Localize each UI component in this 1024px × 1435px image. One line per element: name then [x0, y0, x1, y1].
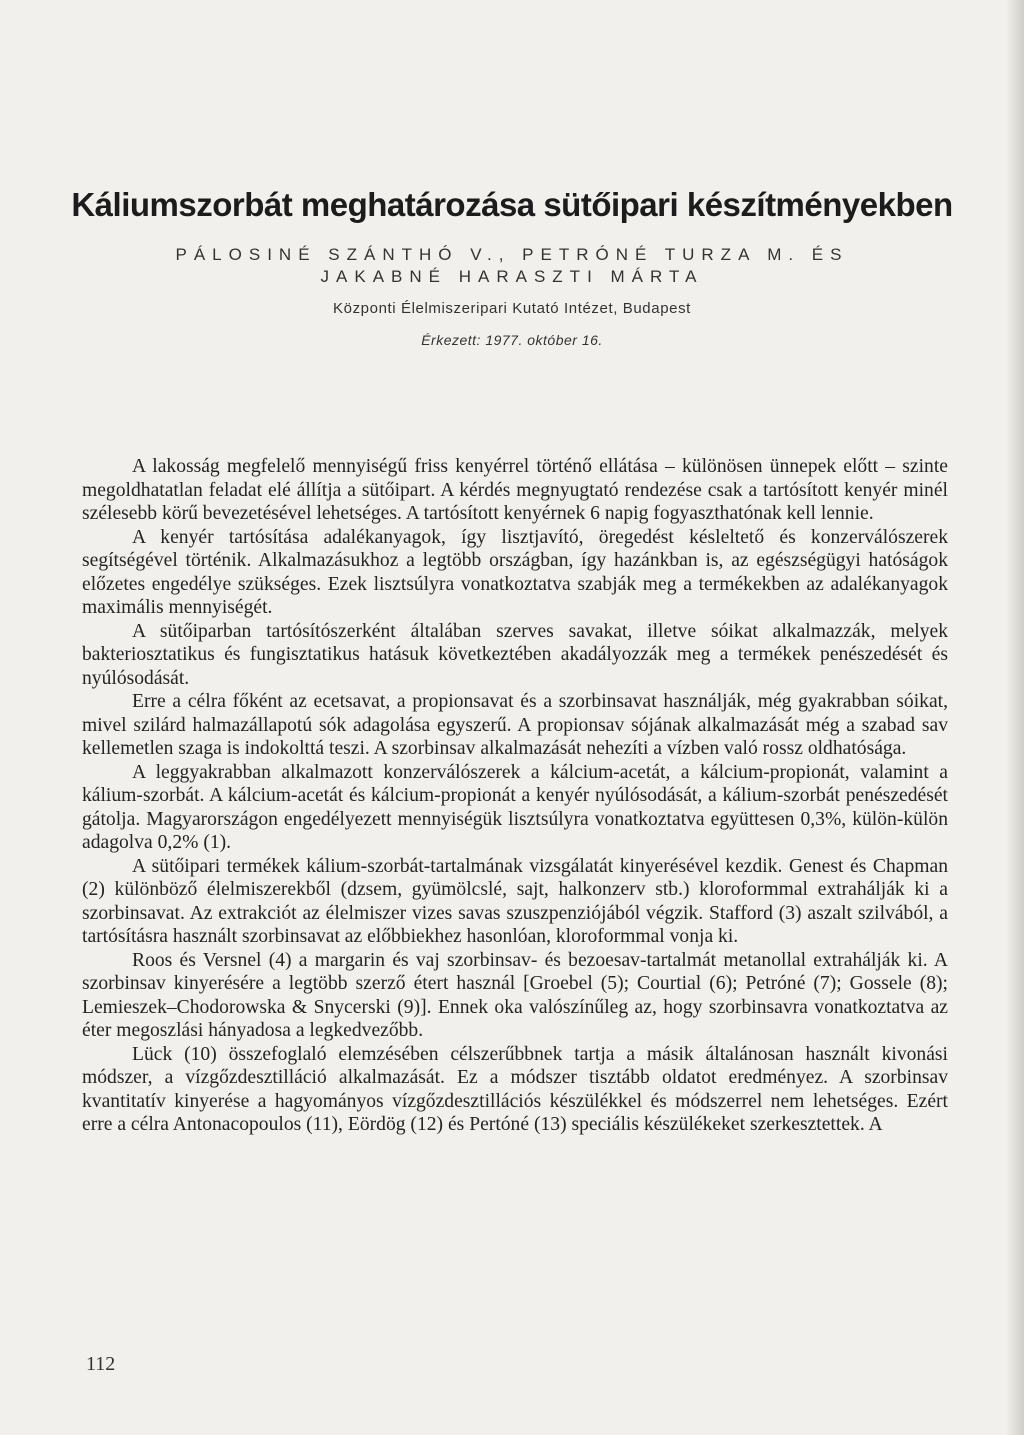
authors-line-2: JAKABNÉ HARASZTI MÁRTA	[320, 267, 704, 286]
paragraph-5: A leggyakrabban alkalmazott konzerválószerek a kálcium-acetát, a kálcium-propionát, valamint a kálium-szorbát. A kálcium-acetát és kálcium-propionát a kenyér nyúlósodását, a kálium-szorbát penészedését gátolja. Magyarországon engedélyezett mennyiségük lisztsúlyra vonatkoztatva együttesen 0,3%, külön-külön adagolva 0,2% (1).	[82, 761, 948, 853]
paragraph-2: A kenyér tartósítása adalékanyagok, így lisztjavító, öregedést késleltető és konzerválószerek segítségével történik. Alkalmazásukhoz a legtöbb országban, így hazánkban is, az egészségügyi hatóságok előzetes engedélye szükséges. Ezek lisztsúlyra vonatkoztatva szabják meg a termékekben az adalékanyagok maximális mennyiségét.	[82, 526, 948, 618]
page-number: 112	[86, 1353, 116, 1375]
received-date: Érkezett: 1977. október 16.	[421, 332, 603, 348]
paragraph-4: Erre a célra főként az ecetsavat, a propionsavat és a szorbinsavat használják, még gyakrabban sóikat, mivel szilárd halmazállapotú sók adagolása egyszerű. A propionsav sójának alkalmazását még a szabad sav kellemetlen szaga is indokolttá teszi. A szorbinsav alkalmazását nehezíti a vízben való rossz oldhatósága.	[82, 691, 948, 759]
article-title: Káliumszorbát meghatározása sütőipari készítményekben	[71, 186, 953, 224]
institute-affiliation: Központi Élelmiszeripari Kutató Intézet, Budapest	[333, 300, 691, 317]
paragraph-1: A lakosság megfelelő mennyiségű friss kenyérrel történő ellátása – különösen ünnepek előtt – szinte megoldhatatlan feladat elé állítja a sütőipart. A kérdés megnyugtató rendezése csak a tartósított kenyér minél szélesebb körű bevezetésével lehetséges. A tartósított kenyérnek 6 napig fogyaszthatónak kell lennie.	[82, 456, 948, 524]
authors-line-1: PÁLOSINÉ SZÁNTHÓ V., PETRÓNÉ TURZA M. ÉS	[175, 245, 849, 264]
paragraph-8: Lück (10) összefoglaló elemzésében célszerűbbnek tartja a másik általánosan használt kivonási módszer, a vízgőzdesztilláció alkalmazását. Ez a módszer tisztább oldatot eredményez. A szorbinsav kvantitatív kinyerése a hagyományos vízgőzdesztillációs készülékkel és módszerrel nem lehetséges. Ezért erre a célra Antonacopoulos (11), Eördög (12) és Pertóné (13) speciális készülékeket szerkesztettek. A	[82, 1043, 948, 1135]
article-body	[82, 455, 948, 1137]
authors-block	[0, 244, 1024, 288]
paragraph-7: Roos és Versnel (4) a margarin és vaj szorbinsav- és bezoesav-tartalmát metanollal extrahálják ki. A szorbinsav kinyerésére a legtöbb szerző étert használ [Groebel (5); Courtial (6); Petróné (7); Gossele (8); Lemieszek–Chodorowska & Snycerski (9)]. Ennek oka valószínűleg az, hogy szorbinsavra vonatkoztatva az éter megoszlási hányadosa a legkedvezőbb.	[82, 949, 948, 1041]
paragraph-3: A sütőiparban tartósítószerként általában szerves savakat, illetve sóikat alkalmazzák, melyek bakteriosztatikus és fungisztatikus hatásuk következtében akadályozzák meg a termékek penészedését és nyúlósodását.	[82, 620, 948, 689]
paragraph-6: A sütőipari termékek kálium-szorbát-tartalmának vizsgálatát kinyerésével kezdik. Genest és Chapman (2) különböző élelmiszerekből (dzsem, gyümölcslé, sajt, halkonzerv stb.) kloroformmal extrahálják ki a szorbinsavat. Az extrakciót az élelmiszer vizes savas szuszpenziójából végzik. Stafford (3) aszalt szilvából, a tartósításra használt szorbinsavat az előbbiekhez hasonlóan, kloroformmal vonja ki.	[82, 855, 948, 947]
